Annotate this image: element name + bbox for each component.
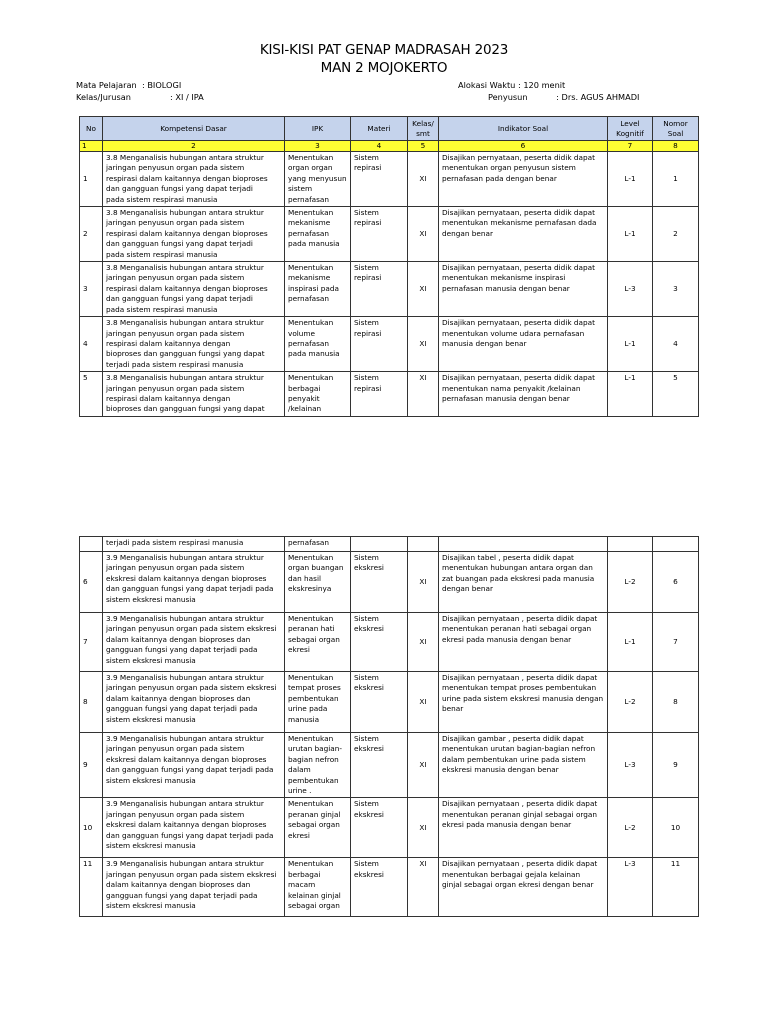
table-row: [80, 372, 699, 417]
column-number: 5: [408, 141, 439, 152]
table-row: [80, 152, 699, 207]
indikator-cell: Disajikan pernyataan, peserta didik dapat menentukan volume udara pernafasan manusia dengan benar: [439, 317, 608, 372]
materi-cell: Sistem ekskresi: [351, 798, 408, 858]
row-number: 4: [80, 317, 103, 372]
indikator-cell: [439, 537, 608, 552]
row-number: 3: [80, 262, 103, 317]
row-number: 10: [80, 798, 103, 858]
materi-cell: Sistem ekskresi: [351, 858, 408, 917]
time-allocation-field: Alokasi Waktu : 120 menit: [458, 80, 566, 90]
ipk-cell: Menentukan peranan ginjal sebagai organ ekresi: [285, 798, 351, 858]
kelas-cell: XI: [408, 317, 439, 372]
ipk-cell: Menentukan mekanisme pernafasan pada manusia: [285, 207, 351, 262]
indikator-cell: Disajikan pernyataan , peserta didik dapat menentukan berbagai gejala kelainan ginjal sebagai organ ekresi dengan benar: [439, 858, 608, 917]
class-field: Kelas/Jurusan : XI / IPA: [76, 92, 204, 102]
row-number: 7: [80, 613, 103, 672]
level-cell: L-1: [608, 372, 653, 417]
nomor-cell: 1: [653, 152, 699, 207]
kompetensi-dasar-cell: 3.8 Menganalisis hubungan antara struktur jaringan penyusun organ pada sistem respirasi dalam kaitannya dengan bioproses dan gangguan fungsi yang dapat terjadi pada sistem respirasi manusia: [103, 262, 285, 317]
nomor-cell: 2: [653, 207, 699, 262]
indikator-cell: Disajikan pernyataan , peserta didik dapat menentukan peranan ginjal sebagai organ ekresi pada manusia dengan benar: [439, 798, 608, 858]
nomor-cell: 3: [653, 262, 699, 317]
kompetensi-dasar-cell: 3.9 Menganalisis hubungan antara struktur jaringan penyusun organ pada sistem ekskresi dalam kaitannya dengan bioproses dan gangguan fungsi yang dapat terjadi pada sistem ekskresi manusia: [103, 733, 285, 798]
nomor-cell: 4: [653, 317, 699, 372]
indikator-cell: Disajikan pernyataan, peserta didik dapat menentukan organ penyusun sistem pernafasan pada dengan benar: [439, 152, 608, 207]
level-cell: L-1: [608, 152, 653, 207]
kelas-cell: [408, 537, 439, 552]
header-no: No: [80, 117, 103, 141]
column-number: 3: [285, 141, 351, 152]
materi-cell: Sistem repirasi: [351, 262, 408, 317]
header-nomor: Nomor Soal: [653, 117, 699, 141]
level-cell: L-2: [608, 672, 653, 733]
indikator-cell: Disajikan pernyataan, peserta didik dapat menentukan nama penyakit /kelainan pernafasan manusia dengan benar: [439, 372, 608, 417]
ipk-cell: Menentukan tempat proses pembentukan urine pada manusia: [285, 672, 351, 733]
row-number: 8: [80, 672, 103, 733]
ipk-cell: Menentukan berbagai penyakit /kelainan: [285, 372, 351, 417]
grid-table-page-1: [79, 116, 699, 417]
ipk-cell: Menentukan organ organ yang menyusun sistem pernafasan: [285, 152, 351, 207]
materi-cell: Sistem repirasi: [351, 152, 408, 207]
column-number: 7: [608, 141, 653, 152]
kompetensi-dasar-cell: 3.8 Menganalisis hubungan antara struktur jaringan penyusun organ pada sistem respirasi dalam kaitannya dengan bioproses dan gangguan fungsi yang dapat terjadi pada sistem respirasi manusia: [103, 207, 285, 262]
materi-cell: [351, 537, 408, 552]
level-cell: L-2: [608, 798, 653, 858]
title-line-2: MAN 2 MOJOKERTO: [320, 60, 448, 76]
materi-cell: Sistem ekskresi: [351, 552, 408, 613]
nomor-cell: 9: [653, 733, 699, 798]
kelas-cell: XI: [408, 152, 439, 207]
kompetensi-dasar-cell: 3.8 Menganalisis hubungan antara struktur jaringan penyusun organ pada sistem respirasi dalam kaitannya dengan bioproses dan gangguan fungsi yang dapat terjadi pada sistem respirasi manusia: [103, 317, 285, 372]
level-cell: L-2: [608, 552, 653, 613]
header-materi: Materi: [351, 117, 408, 141]
ipk-cell: Menentukan volume pernafasan pada manusia: [285, 317, 351, 372]
indikator-cell: Disajikan pernyataan, peserta didik dapat menentukan mekanisme pernafasan dada dengan benar: [439, 207, 608, 262]
nomor-cell: [653, 537, 699, 552]
kelas-cell: XI: [408, 372, 439, 417]
kelas-cell: XI: [408, 733, 439, 798]
grid-table-page-2: [79, 536, 699, 917]
materi-cell: Sistem repirasi: [351, 207, 408, 262]
materi-cell: Sistem repirasi: [351, 317, 408, 372]
indikator-cell: Disajikan pernyataan , peserta didik dapat menentukan tempat proses pembentukan urine pada sistem ekskresi manusia dengan benar: [439, 672, 608, 733]
ipk-cell: Menentukan berbagai macam kelainan ginjal sebagai organ: [285, 858, 351, 917]
nomor-cell: 7: [653, 613, 699, 672]
table-row: [80, 733, 699, 798]
ipk-cell: Menentukan mekanisme inspirasi pada pernafasan: [285, 262, 351, 317]
ipk-cell: pernafasan: [285, 537, 351, 552]
row-number: [80, 537, 103, 552]
nomor-cell: 10: [653, 798, 699, 858]
column-number: 8: [653, 141, 699, 152]
row-number: 9: [80, 733, 103, 798]
title-line-1: KISI-KISI PAT GENAP MADRASAH 2023: [259, 42, 509, 58]
materi-cell: Sistem ekskresi: [351, 613, 408, 672]
table-row: [80, 858, 699, 917]
materi-cell: Sistem ekskresi: [351, 733, 408, 798]
indikator-cell: Disajikan tabel , peserta didik dapat menentukan hubungan antara organ dan zat buangan pada ekskresi pada manusia dengan benar: [439, 552, 608, 613]
header-level: Level Kognitif: [608, 117, 653, 141]
ipk-cell: Menentukan urutan bagian- bagian nefron dalam pembentukan urine .: [285, 733, 351, 798]
table-row: [80, 262, 699, 317]
table-body-page-1: [80, 152, 699, 417]
nomor-cell: 6: [653, 552, 699, 613]
header-ipk: IPK: [285, 117, 351, 141]
indikator-cell: Disajikan pernyataan , peserta didik dapat menentukan peranan hati sebagai organ ekresi pada manusia dengan benar: [439, 613, 608, 672]
level-cell: L-3: [608, 733, 653, 798]
table-row: [80, 672, 699, 733]
column-number: 4: [351, 141, 408, 152]
table-row: [80, 552, 699, 613]
ipk-cell: Menentukan organ buangan dan hasil ekskresinya: [285, 552, 351, 613]
level-cell: L-1: [608, 613, 653, 672]
level-cell: L-3: [608, 262, 653, 317]
subject-field: Mata Pelajaran : BIOLOGI: [76, 80, 182, 90]
indikator-cell: Disajikan pernyataan, peserta didik dapat menentukan mekanisme inspirasi pernafasan manusia dengan benar: [439, 262, 608, 317]
ipk-cell: Menentukan peranan hati sebagai organ ekresi: [285, 613, 351, 672]
header-indikator: Indikator Soal: [439, 117, 608, 141]
kompetensi-dasar-cell: 3.8 Menganalisis hubungan antara struktur jaringan penyusun organ pada sistem respirasi dalam kaitannya dengan bioproses dan gangguan fungsi yang dapat: [103, 372, 285, 417]
author-field: Penyusun : Drs. AGUS AHMADI: [488, 92, 640, 102]
nomor-cell: 8: [653, 672, 699, 733]
row-number: 6: [80, 552, 103, 613]
indikator-cell: Disajikan gambar , peserta didik dapat menentukan urutan bagian-bagian nefron dalam pembentukan urine pada sistem ekskresi manusia dengan benar: [439, 733, 608, 798]
header-kompetensi: Kompetensi Dasar: [103, 117, 285, 141]
kelas-cell: XI: [408, 262, 439, 317]
materi-cell: Sistem repirasi: [351, 372, 408, 417]
kelas-cell: XI: [408, 858, 439, 917]
level-cell: [608, 537, 653, 552]
kompetensi-dasar-cell: 3.9 Menganalisis hubungan antara struktur jaringan penyusun organ pada sistem ekskresi dalam kaitannya dengan bioproses dan gangguan fungsi yang dapat terjadi pada sistem ekskresi manusia: [103, 672, 285, 733]
column-number: 6: [439, 141, 608, 152]
level-cell: L-1: [608, 207, 653, 262]
kompetensi-dasar-cell: 3.8 Menganalisis hubungan antara struktur jaringan penyusun organ pada sistem respirasi dalam kaitannya dengan bioproses dan gangguan fungsi yang dapat terjadi pada sistem respirasi manusia: [103, 152, 285, 207]
level-cell: L-1: [608, 317, 653, 372]
header-row: [80, 117, 699, 141]
nomor-cell: 5: [653, 372, 699, 417]
kelas-cell: XI: [408, 672, 439, 733]
kelas-cell: XI: [408, 552, 439, 613]
table-row: [80, 207, 699, 262]
kelas-cell: XI: [408, 798, 439, 858]
kompetensi-dasar-cell: 3.9 Menganalisis hubungan antara struktur jaringan penyusun organ pada sistem ekskresi dalam kaitannya dengan bioproses dan gangguan fungsi yang dapat terjadi pada sistem ekskresi manusia: [103, 552, 285, 613]
column-number: 2: [103, 141, 285, 152]
kompetensi-dasar-cell: 3.9 Menganalisis hubungan antara struktur jaringan penyusun organ pada sistem ekskresi dalam kaitannya dengan bioproses dan gangguan fungsi yang dapat terjadi pada sistem ekskresi manusia: [103, 798, 285, 858]
kelas-cell: XI: [408, 207, 439, 262]
header-kelas: Kelas/ smt: [408, 117, 439, 141]
kompetensi-dasar-cell: 3.9 Menganalisis hubungan antara struktur jaringan penyusun organ pada sistem ekskresi dalam kaitannya dengan bioproses dan gangguan fungsi yang dapat terjadi pada sistem ekskresi manusia: [103, 613, 285, 672]
row-number: 11: [80, 858, 103, 917]
materi-cell: Sistem ekskresi: [351, 672, 408, 733]
table-row: [80, 613, 699, 672]
table-body-page-2: [80, 537, 699, 917]
level-cell: L-3: [608, 858, 653, 917]
row-number: 2: [80, 207, 103, 262]
table-row: [80, 317, 699, 372]
column-number: 1: [80, 141, 103, 152]
kompetensi-dasar-cell: terjadi pada sistem respirasi manusia: [103, 537, 285, 552]
table-row: [80, 537, 699, 552]
column-number-row: [80, 141, 699, 152]
nomor-cell: 11: [653, 858, 699, 917]
kompetensi-dasar-cell: 3.9 Menganalisis hubungan antara struktur jaringan penyusun organ pada sistem ekskresi dalam kaitannya dengan bioproses dan gangguan fungsi yang dapat terjadi pada sistem ekskresi manusia: [103, 858, 285, 917]
row-number: 1: [80, 152, 103, 207]
row-number: 5: [80, 372, 103, 417]
kelas-cell: XI: [408, 613, 439, 672]
table-row: [80, 798, 699, 858]
